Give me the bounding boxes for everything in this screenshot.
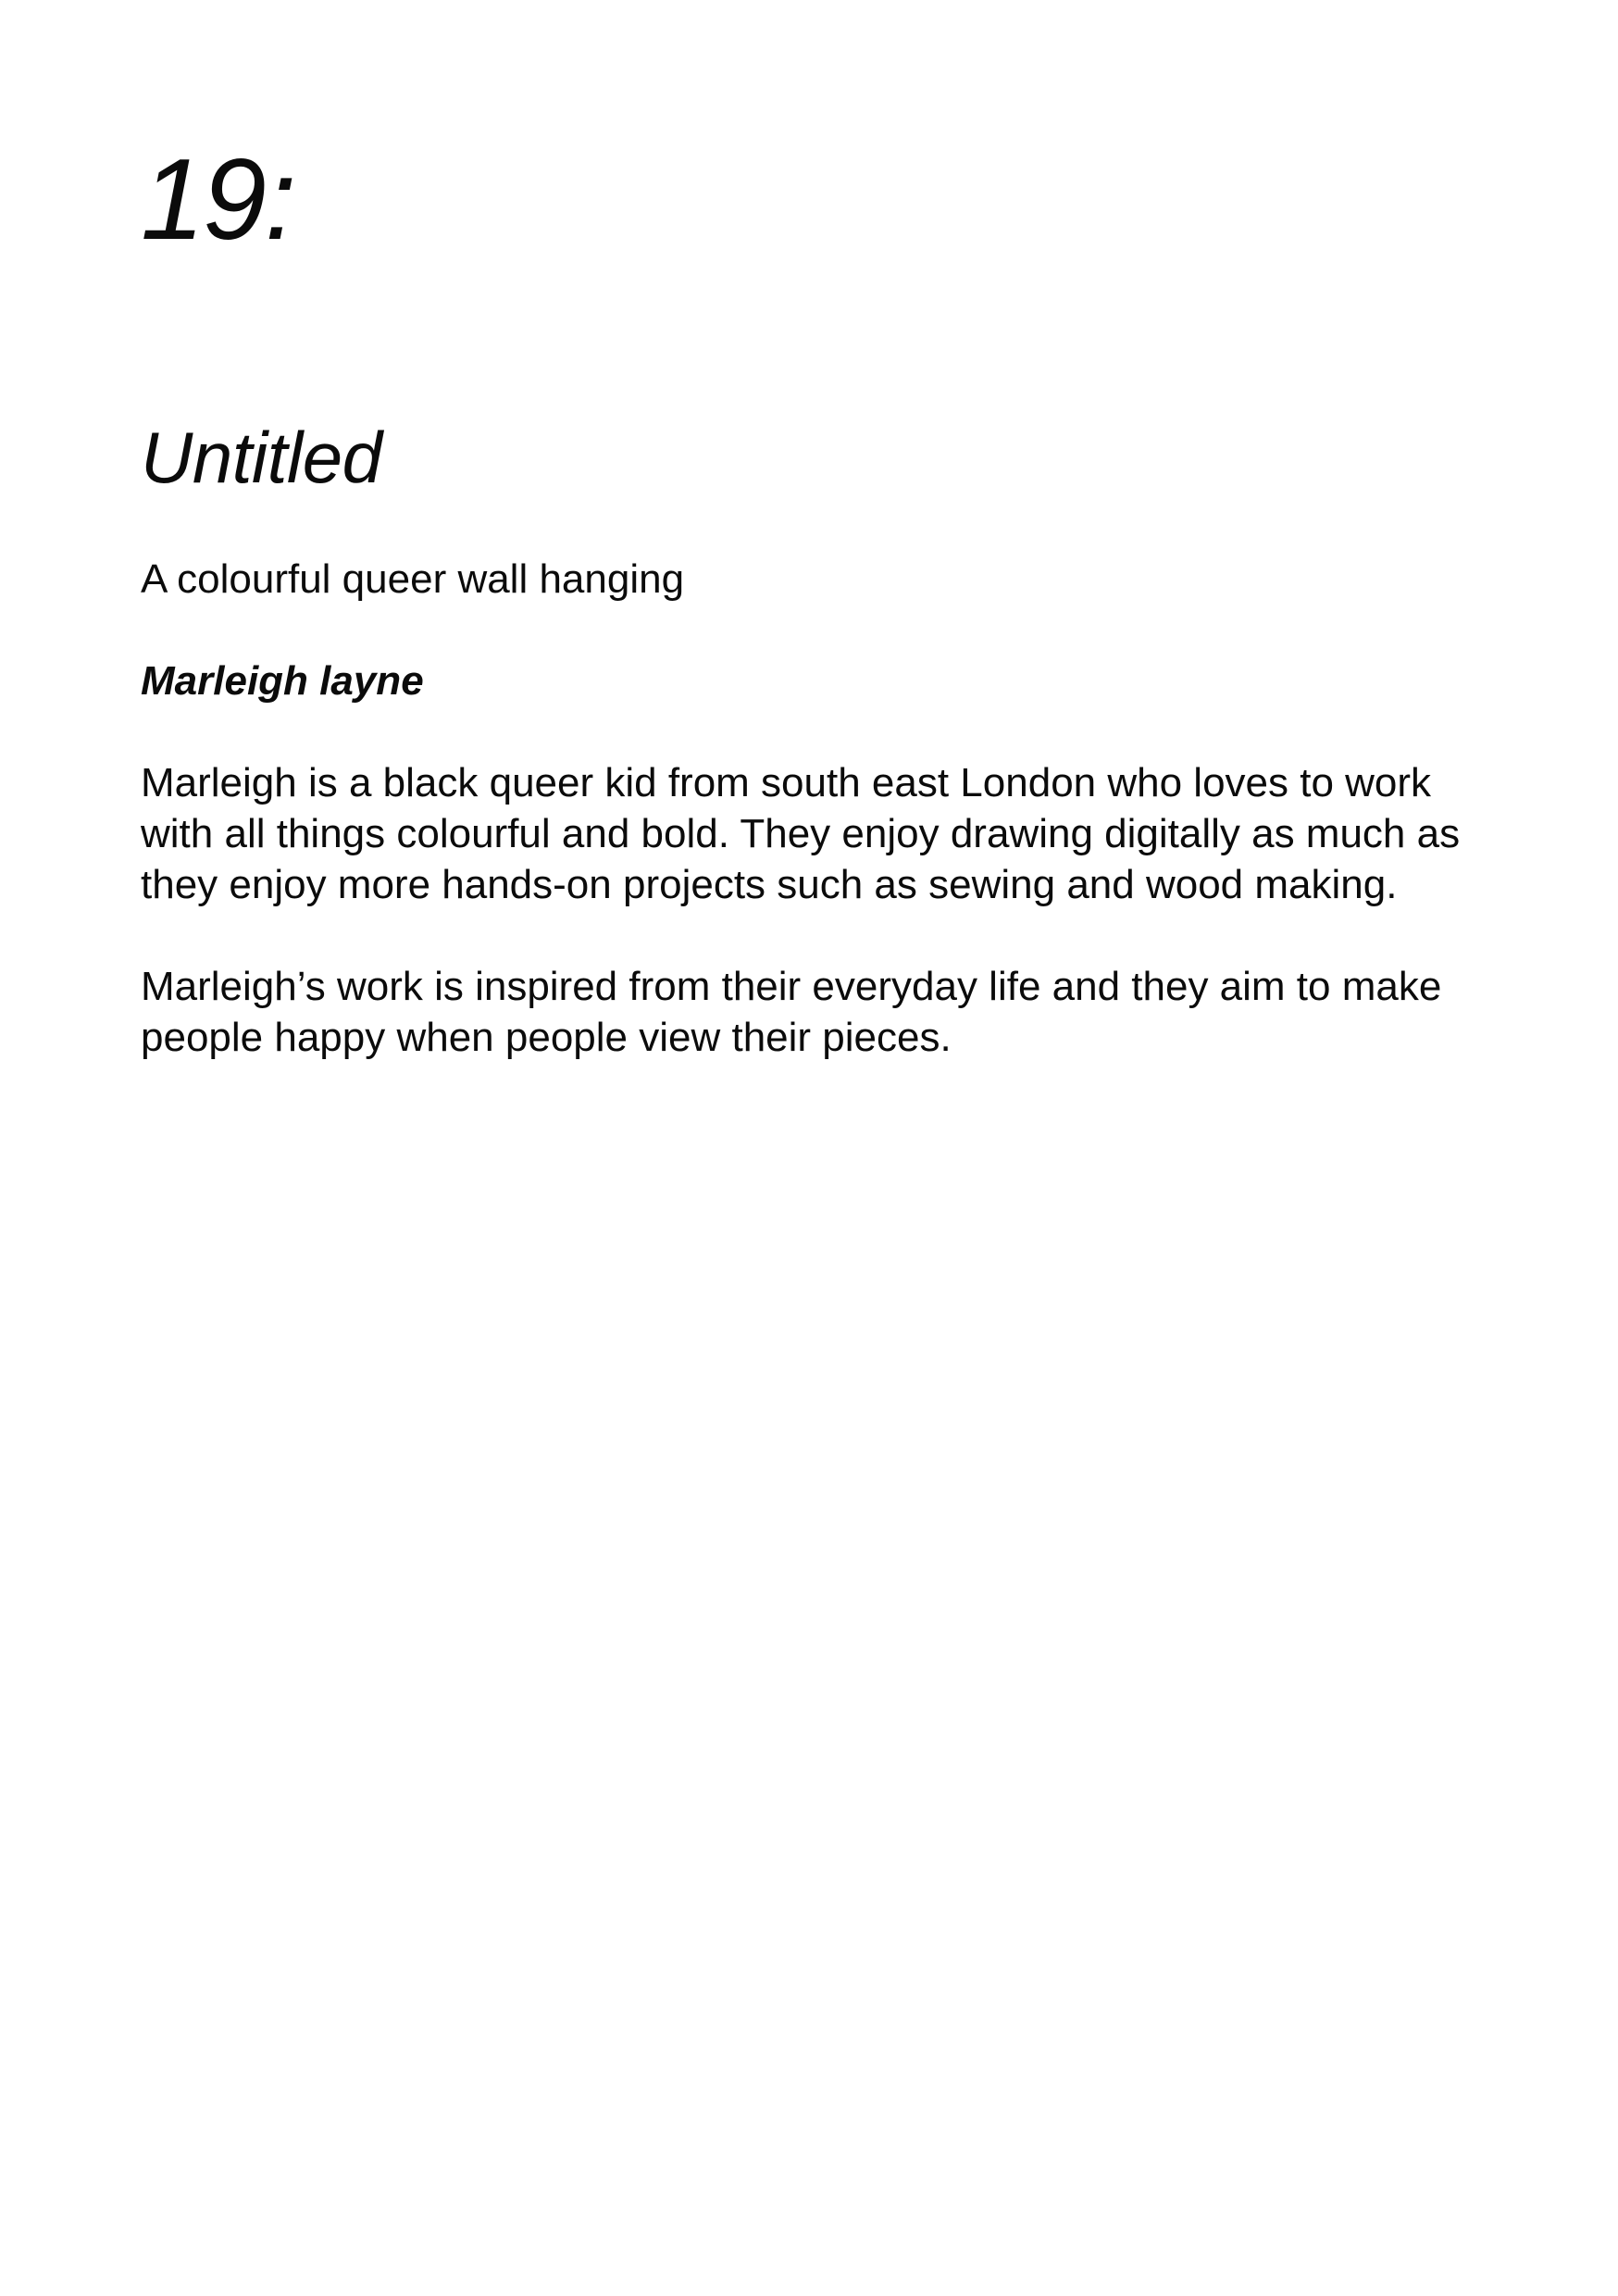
artist-bio <box>141 757 1511 1063</box>
artwork-details <box>141 554 1511 1063</box>
artist-name: Marleigh layne <box>141 658 424 704</box>
entry-number: 19: <box>141 136 295 264</box>
artwork-description: A colourful queer wall hanging <box>141 556 685 602</box>
artwork-title: Untitled <box>141 417 382 498</box>
bio-paragraph: Marleigh is a black queer kid from south east London who loves to work with all things colourful and bold. They enjoy drawing digitally as much as they enjoy more hands-on projects such as sewing and wood making. <box>141 760 1461 907</box>
bio-paragraph: Marleigh’s work is inspired from their everyday life and they aim to make people happy when people view their pieces. <box>141 964 1442 1060</box>
